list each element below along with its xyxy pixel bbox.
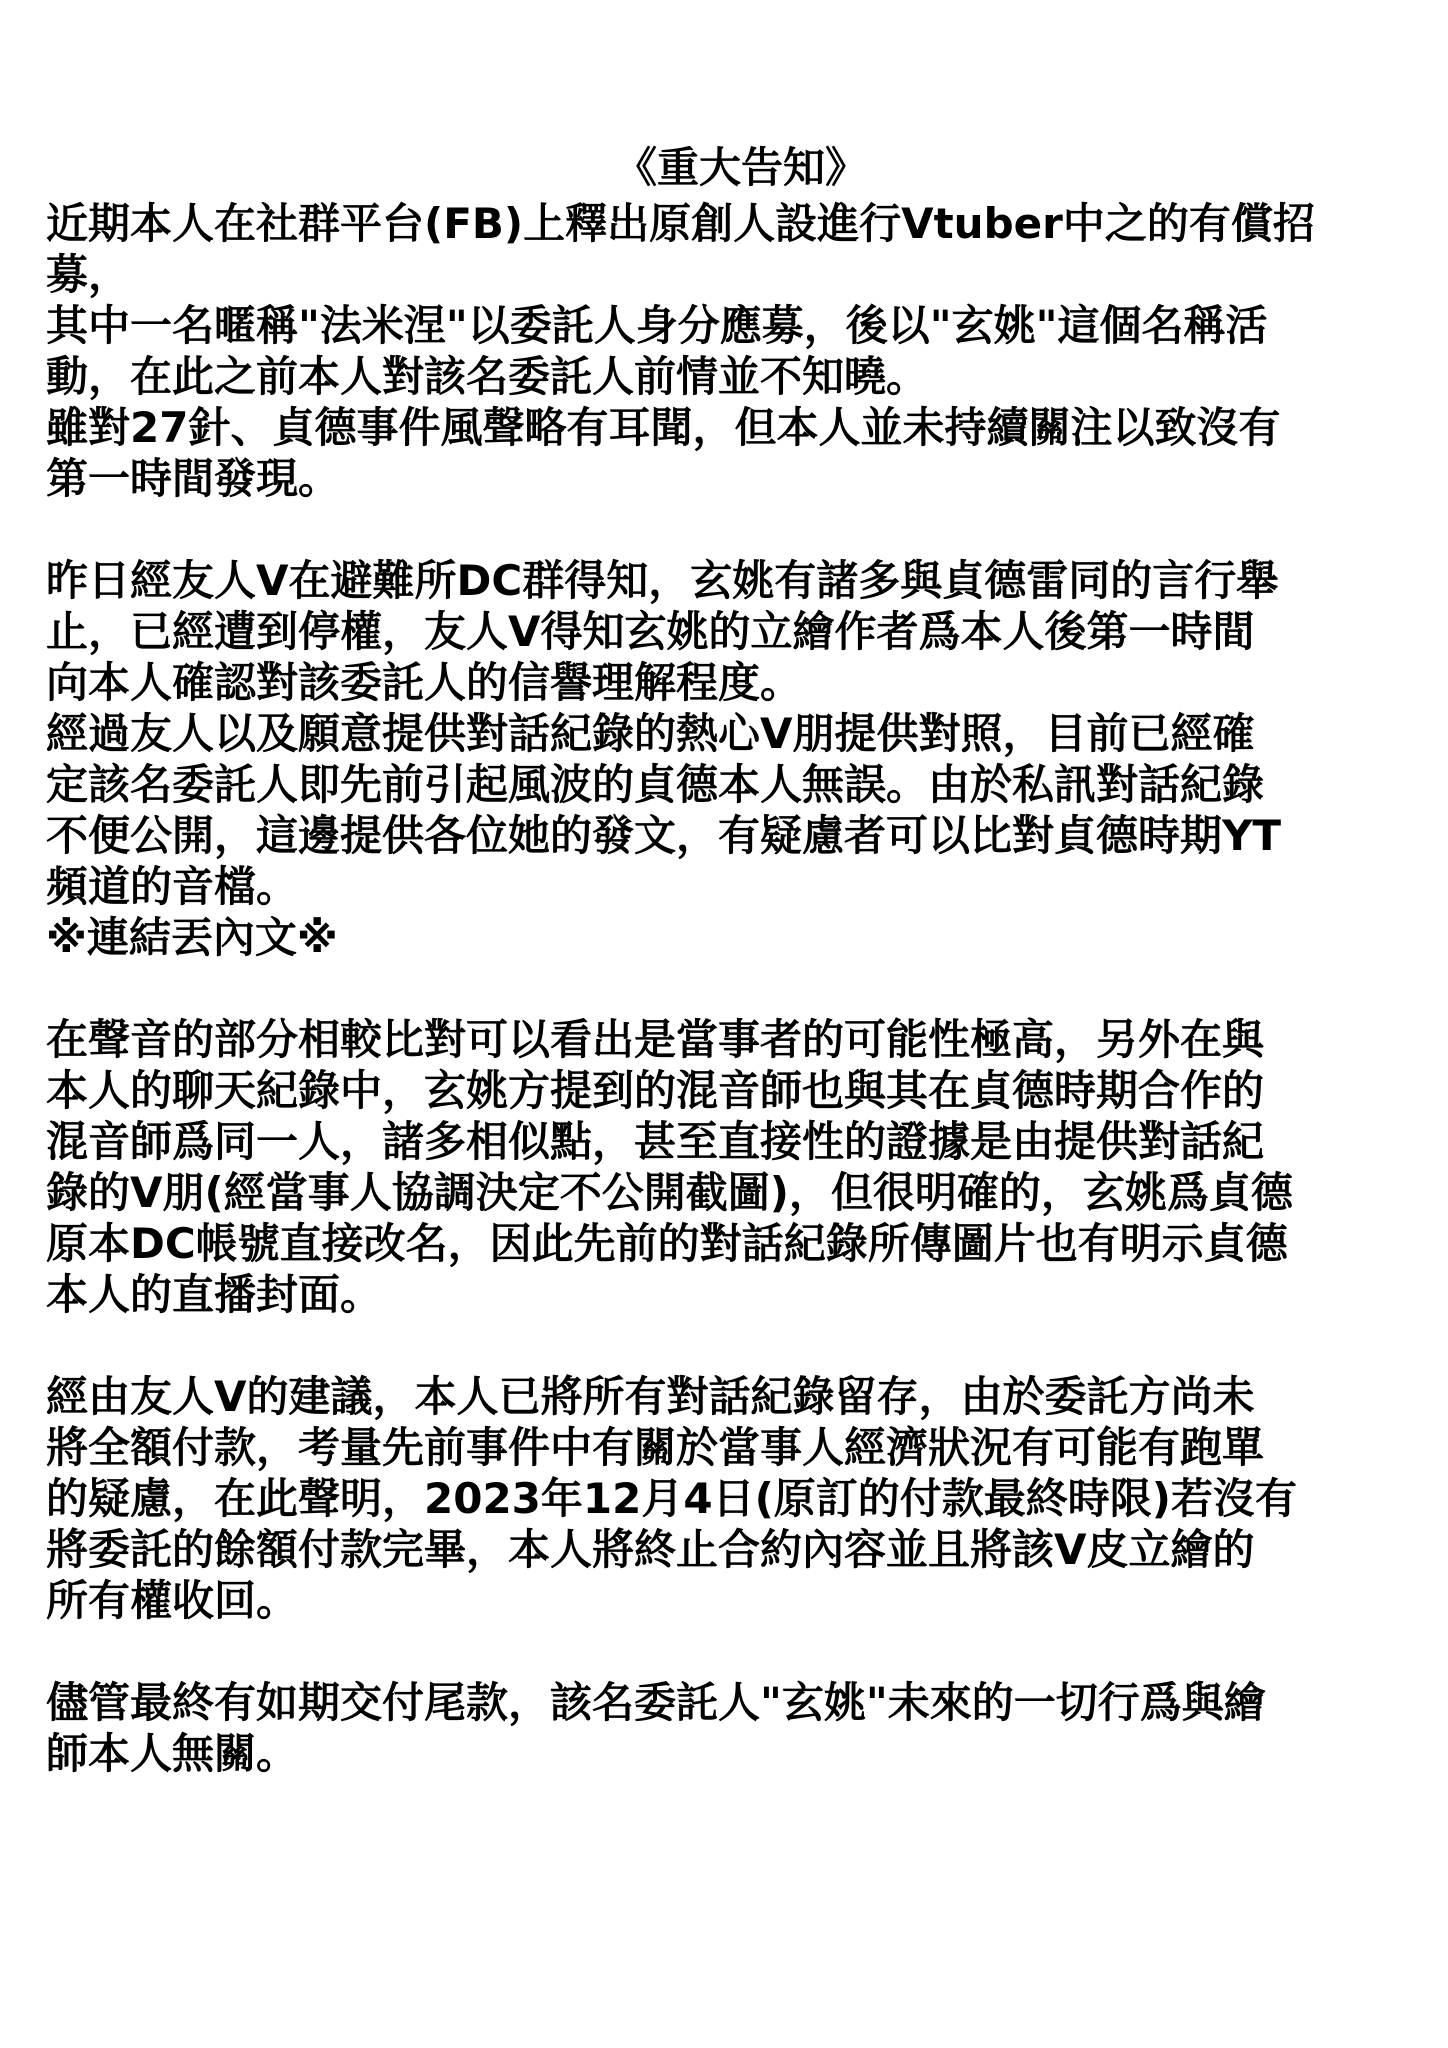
paragraph-line: 雖對27針、貞德事件風聲略有耳聞，但本人並未持續關注以致沒有 — [46, 403, 1281, 452]
paragraph-line: 錄的V朋(經當事人協調決定不公開截圖)，但很明確的，玄姚爲貞德 — [46, 1168, 1293, 1217]
paragraph-line: 師本人無關。 — [46, 1729, 299, 1778]
paragraph-line: 本人的直播封面。 — [46, 1270, 383, 1319]
paragraph-line: 定該名委託人即先前引起風波的貞德本人無誤。由於私訊對話紀錄 — [46, 760, 1265, 809]
paragraph-line: 動，在此之前本人對該名委託人前情並不知曉。 — [46, 352, 929, 401]
paragraph-line: ※連結丟內文※ — [46, 913, 338, 962]
paragraph-gap — [46, 504, 1416, 555]
notice-title: 《重大告知》 — [614, 143, 867, 192]
paragraph-1 — [46, 198, 1416, 504]
paragraph-line: 將全額付款，考量先前事件中有關於當事人經濟狀況有可能有跑單 — [46, 1423, 1265, 1472]
paragraph-gap — [46, 963, 1416, 1014]
paragraph-line: 的疑慮，在此聲明，2023年12月4日(原訂的付款最終時限)若沒有 — [46, 1474, 1297, 1523]
paragraph-line: 向本人確認對該委託人的信譽理解程度。 — [46, 658, 803, 707]
paragraph-line: 其中一名暱稱"法米涅"以委託人身分應募，後以"玄姚"這個名稱活 — [46, 301, 1268, 350]
paragraph-line: 第一時間發現。 — [46, 454, 341, 503]
paragraph-line: 不便公開，這邊提供各位她的發文，有疑慮者可以比對貞德時期YT — [46, 811, 1282, 860]
paragraph-line: 募， — [46, 250, 131, 299]
paragraph-line: 將委託的餘額付款完畢，本人將終止合約內容並且將該V皮立繪的 — [46, 1525, 1255, 1574]
paragraph-line: 頻道的音檔。 — [46, 862, 299, 911]
paragraph-line: 昨日經友人V在避難所DC群得知，玄姚有諸多與貞德雷同的言行舉 — [46, 556, 1279, 605]
paragraph-line: 原本DC帳號直接改名，因此先前的對話紀錄所傳圖片也有明示貞德 — [46, 1219, 1288, 1268]
paragraph-5 — [46, 1677, 1416, 1779]
paragraph-line: 近期本人在社群平台(FB)上釋出原創人設進行Vtuber中之的有償招 — [46, 199, 1315, 248]
paragraph-line: 混音師爲同一人，諸多相似點，甚至直接性的證據是由提供對話紀 — [46, 1117, 1265, 1166]
paragraph-line: 儘管最終有如期交付尾款，該名委託人"玄姚"未來的一切行爲與繪 — [46, 1678, 1266, 1727]
paragraph-line: 經由友人V的建議，本人已將所有對話紀錄留存，由於委託方尚未 — [46, 1372, 1255, 1421]
paragraph-line: 止，已經遭到停權，友人V得知玄姚的立繪作者爲本人後第一時間 — [46, 607, 1255, 656]
paragraph-2 — [46, 555, 1416, 963]
paragraph-line: 所有權收回。 — [46, 1576, 299, 1625]
paragraph-line: 經過友人以及願意提供對話紀錄的熱心V朋提供對照，目前已經確 — [46, 709, 1255, 758]
paragraph-gap — [46, 1320, 1416, 1371]
paragraph-line: 本人的聊天紀錄中，玄姚方提到的混音師也與其在貞德時期合作的 — [46, 1066, 1265, 1115]
notice-document — [46, 138, 1416, 1779]
paragraph-4 — [46, 1371, 1416, 1626]
paragraph-line: 在聲音的部分相較比對可以看出是當事者的可能性極高，另外在與 — [46, 1015, 1265, 1064]
paragraph-3 — [46, 1014, 1416, 1320]
paragraph-gap — [46, 1626, 1416, 1677]
